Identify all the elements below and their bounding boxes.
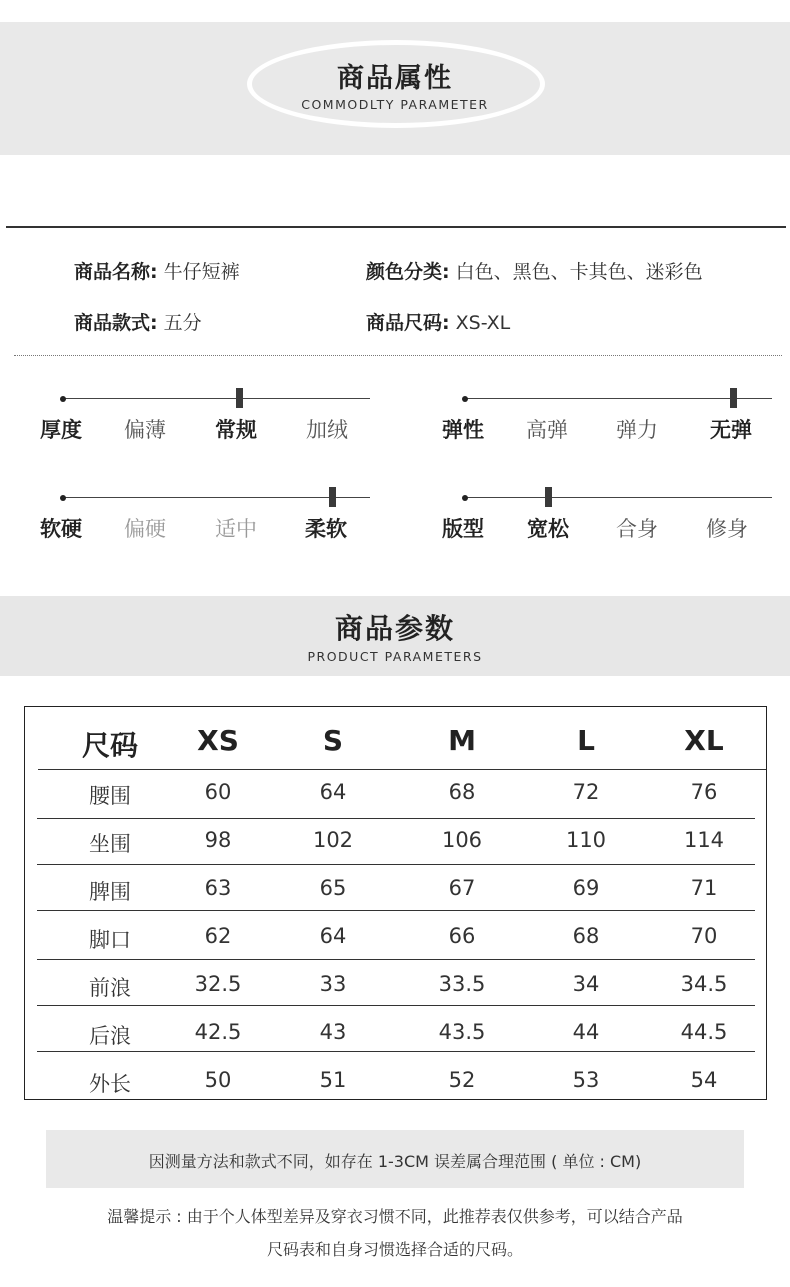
table-cell: 43 <box>319 1020 347 1044</box>
table-row-divider <box>37 1005 755 1006</box>
table-cell: 32.5 <box>194 972 242 996</box>
scale-start-dot <box>462 396 468 402</box>
table-header-l: L <box>577 724 595 757</box>
table-cell: 53 <box>572 1068 600 1092</box>
table-cell: 72 <box>572 780 600 804</box>
scale-start-dot <box>60 495 66 501</box>
thickness-option-regular: 常规 <box>215 418 257 442</box>
table-row-label: 坐围 <box>89 832 131 856</box>
tip-line-2: 尺码表和自身习惯选择合适的尺码。 <box>266 1240 523 1259</box>
table-cell: 71 <box>690 876 718 900</box>
table-cell: 114 <box>683 828 725 852</box>
table-cell: 54 <box>690 1068 718 1092</box>
elasticity-option-none: 无弹 <box>710 418 752 442</box>
color-info <box>366 257 703 284</box>
fit-marker <box>545 487 552 507</box>
table-cell: 44 <box>572 1020 600 1044</box>
table-cell: 106 <box>441 828 483 852</box>
parameters-title: 商品参数 <box>334 612 455 645</box>
table-header-m: M <box>448 724 476 757</box>
style-label: 商品款式: <box>74 312 158 334</box>
elasticity-label: 弹性 <box>442 418 484 442</box>
table-header-s: S <box>322 724 344 757</box>
softness-option-stiff: 偏硬 <box>124 517 166 541</box>
table-cell: 70 <box>690 924 718 948</box>
table-cell: 68 <box>448 780 476 804</box>
table-cell: 62 <box>204 924 232 948</box>
size-value: XS-XL <box>455 312 511 334</box>
style-value: 五分 <box>163 312 202 334</box>
table-cell: 64 <box>319 780 347 804</box>
table-cell: 67 <box>448 876 476 900</box>
product-name-label: 商品名称: <box>74 261 158 283</box>
table-cell: 76 <box>690 780 718 804</box>
elasticity-option-stretch: 弹力 <box>616 418 658 442</box>
table-cell: 69 <box>572 876 600 900</box>
thickness-label: 厚度 <box>40 418 82 442</box>
table-cell: 68 <box>572 924 600 948</box>
softness-label: 软硬 <box>40 517 82 541</box>
size-label: 商品尺码: <box>366 312 450 334</box>
attributes-subtitle: COMMODLTY PARAMETER <box>301 97 489 112</box>
softness-scale <box>62 491 370 505</box>
table-row-divider <box>38 769 766 770</box>
table-cell: 110 <box>565 828 607 852</box>
measurement-note: 因测量方法和款式不同，如存在 1-3CM 误差属合理范围 ( 单位 : CM) <box>148 1152 642 1171</box>
table-row-label: 腰围 <box>89 784 131 808</box>
parameters-subtitle: PRODUCT PARAMETERS <box>307 649 483 664</box>
elasticity-option-high: 高弹 <box>526 418 568 442</box>
table-cell: 65 <box>319 876 347 900</box>
table-row-divider <box>37 818 755 819</box>
table-cell: 34.5 <box>680 972 728 996</box>
table-cell: 34 <box>572 972 600 996</box>
table-cell: 50 <box>204 1068 232 1092</box>
tip-line-1: 温馨提示 : 由于个人体型差异及穿衣习惯不同，此推荐表仅供参考，可以结合产品 <box>107 1207 683 1226</box>
softness-option-medium: 适中 <box>215 517 257 541</box>
table-header-xl: XL <box>684 724 724 757</box>
table-cell: 102 <box>312 828 354 852</box>
dotted-divider <box>14 355 782 356</box>
table-cell: 43.5 <box>438 1020 486 1044</box>
table-row-label: 脾围 <box>89 880 131 904</box>
fit-option-loose: 宽松 <box>527 517 569 541</box>
table-cell: 66 <box>448 924 476 948</box>
fit-scale <box>464 491 772 505</box>
table-cell: 98 <box>204 828 232 852</box>
fit-option-slim: 修身 <box>706 517 748 541</box>
scale-start-dot <box>462 495 468 501</box>
table-row-divider <box>37 910 755 911</box>
size-info <box>366 308 510 335</box>
table-cell: 51 <box>319 1068 347 1092</box>
table-cell: 33.5 <box>438 972 486 996</box>
product-name-value: 牛仔短裤 <box>163 261 240 283</box>
table-row-label: 后浪 <box>89 1024 131 1048</box>
table-cell: 33 <box>319 972 347 996</box>
table-row-divider <box>37 959 755 960</box>
table-row-divider <box>37 864 755 865</box>
thickness-scale <box>62 392 370 406</box>
thickness-option-thin: 偏薄 <box>124 418 166 442</box>
fit-option-regular: 合身 <box>616 517 658 541</box>
attributes-title: 商品属性 <box>337 63 453 94</box>
table-header-xs: XS <box>197 724 239 757</box>
softness-marker <box>329 487 336 507</box>
table-cell: 42.5 <box>194 1020 242 1044</box>
table-cell: 64 <box>319 924 347 948</box>
table-row-label: 脚口 <box>89 928 131 952</box>
table-cell: 52 <box>448 1068 476 1092</box>
table-cell: 60 <box>204 780 232 804</box>
color-label: 颜色分类: <box>366 261 450 283</box>
product-name-info <box>74 257 240 284</box>
style-info <box>74 308 202 335</box>
softness-option-soft: 柔软 <box>305 517 347 541</box>
fit-label: 版型 <box>442 517 484 541</box>
elasticity-scale <box>464 392 772 406</box>
table-cell: 44.5 <box>680 1020 728 1044</box>
scale-start-dot <box>60 396 66 402</box>
thickness-option-fleece: 加绒 <box>306 418 348 442</box>
elasticity-marker <box>730 388 737 408</box>
table-cell: 63 <box>204 876 232 900</box>
table-header-size: 尺码 <box>81 729 138 762</box>
divider-line <box>6 226 786 228</box>
table-row-divider <box>37 1051 755 1052</box>
table-row-label: 前浪 <box>89 976 131 1000</box>
color-value: 白色、黑色、卡其色、迷彩色 <box>455 261 703 283</box>
table-row-label: 外长 <box>89 1072 131 1096</box>
thickness-marker <box>236 388 243 408</box>
